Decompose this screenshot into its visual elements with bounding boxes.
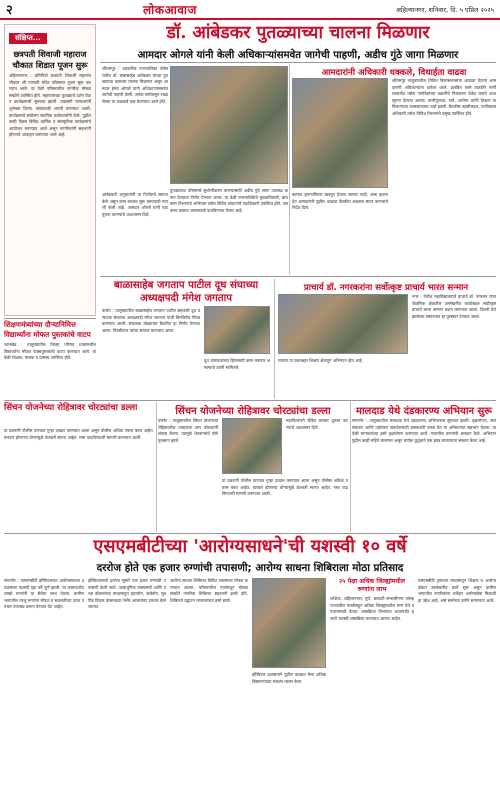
page-number: २ [6, 3, 13, 18]
lead-body-col1: श्रीरामपूर : शहरातील नगरपालिका परिसरातील डॉ. बाबासाहेब आंबेडकर यांच्या पुतळ्याच्या कामाला चालना मिळणार असून आमदार हेमंत ओगले यांनी अधिकाऱ्यांसमवेत जागेची पाहणी केली. अनेक वर्षांपासून रखडलेल्या या प्रश्नाकडे लक्ष वेधण्यात आले होते. [102, 66, 168, 104]
education-headline: शिक्षणमंत्र्यांच्या दौऱ्यानिमित्त विद्यार्थ्यांना मोफत पुस्तकांचे वाटप [4, 320, 91, 339]
bottom-inset [330, 578, 414, 790]
dateline: अहिल्यानगर, शनिवार, दि. ५ एप्रिल २०२५ [395, 5, 494, 14]
divider [4, 400, 496, 401]
bottom-subheadline: दररोज होते एक हजार रुग्णांची तपासणी; आरोग्य साधना शिबिराला मोठा प्रतिसाद [96, 562, 404, 574]
principal-body-2: त्यांच्या या यशाबद्दल शिक्षण क्षेत्रातून अभिनंदन होत आहे. [278, 358, 364, 363]
principal-photo [278, 294, 408, 354]
principal-body: नगर : येथील महाविद्यालयाचे प्राचार्य डॉ. नगरकर यांना शैक्षणिक क्षेत्रातील उल्लेखनीय कार्याबद्दल सर्वोत्कृष्ट प्राचार्य भारत सन्मान प्रदान करण्यात आला. दिल्ली येथे झालेल्या समारंभात हा पुरस्कार देण्यात आला. [412, 294, 496, 319]
lead-headline: डॉ. आंबेडकर पुतळ्याच्या चालना मिळणार [166, 23, 430, 43]
divider [156, 402, 157, 532]
dairy-body: कर्जत : तालुक्यातील बाळासाहेब जगताप पाटील सहकारी दूध उत्पादक संघाच्या अध्यक्षपदी मंगेश जगताप यांची बिनविरोध निवड करण्यात आली. संचालक मंडळाच्या बैठकीत हा निर्णय घेण्यात आला. निवडीनंतर त्यांचा सत्कार करण्यात आला. [102, 308, 200, 333]
bottom-body-col4: हॉस्पिटल प्रशासनाने पुढील काळात सेवा अधिक विस्तारण्याचा संकल्प व्यक्त केला. [252, 672, 326, 684]
lead-body-col2: पुतळ्याच्या परिसराचे सुशोभीकरण करण्यासाठी अडीच गुंठे जागा उपलब्ध करून देण्याचा निर्णय घेण्यात आला. या वेळी नगरपालिकेचे मुख्याधिकारी, बांधकाम विभागाचे अभियंता तसेच विविध संघटनांचे पदाधिकारी उपस्थित होते. लवकरच प्रस्ताव शासनाकडे पाठविण्यात येणार आहे. [170, 188, 288, 213]
bottom-body-col2: हॉस्पिटलमध्ये दररोज सुमारे एक हजार रुग्णांची तपासणी केली जाते. अत्याधुनिक यंत्रसामग्री आणि तज्ज्ञ डॉक्टरांच्या माध्यमातून हृदयरोग, कर्करोग, मूत्रपिंड विकार यांसारख्या गंभीर आजारांवर उपचार केले जातात. [88, 578, 166, 610]
irrigation-photo [222, 418, 282, 474]
dairy-photo [204, 306, 270, 354]
irrigation-side-body: या प्रकरणी पोलीस ठाण्यात गुन्हा दाखल करण्यात आला असून पोलीस अधिक तपास करत आहेत. वारंवार होणाऱ्या चोऱ्यांमुळे शेतकरी संतप्त आहेत. गस्त वाढविण्याची मागणी करण्यात आली. [4, 428, 154, 440]
divider [4, 318, 96, 319]
divider [350, 402, 351, 532]
right-story-body: श्रीरामपूर तालुक्यातील विविध विकासकामांचा आढावा घेताना आमदारांनी अधिकाऱ्यांना धारेवर धरले. प्रलंबित कामे तातडीने मार्गी लावावीत तसेच नागरिकांच्या तक्रारींचे निराकरण वेळेत करावे अशा सूचना देण्यात आल्या. पाणीपुरवठा, रस्ते, आरोग्य आणि शिक्षण या विभागांच्या कामकाजावर चर्चा झाली. बैठकीस तहसीलदार, गटविकास अधिकारी तसेच विविध विभागांचे प्रमुख उपस्थित होते. [392, 78, 496, 116]
irrigation-side-headline: सिंचन योजनेच्या रोहित्रावर चोरट्यांचा डल्ला [4, 403, 138, 413]
inset-headline: २५ पेक्षा अधिक जिल्ह्यांमधील रुग्णांना लाभ [339, 578, 405, 593]
newspaper-logo: लोकआवाज [143, 2, 197, 17]
irrigation-body-2: या प्रकरणी पोलीस ठाण्यात गुन्हा दाखल करण्यात आला असून पोलीस अधिक तपास करत आहेत. वारंवार होणाऱ्या चोऱ्यांमुळे शेतकरी संतप्त आहेत. गस्त वाढविण्याची मागणी करण्यात आली. [222, 478, 348, 497]
principal-headline: प्राचार्य डॉ. नगरकरांना सर्वोत्कृष्ट प्राचार्य भारत सन्मान [303, 283, 469, 293]
bottom-body-col3: आरोग्य साधना शिबिरात विविध तपासण्या मोफत करण्यात आल्या. परिसरातील गावांमधून मोठ्या संख्येने नागरिक शिबिरात सहभागी झाले होते. शिबिराचे उद्घाटन मान्यवरांच्या हस्ते झाले. [170, 578, 248, 603]
lead-body-col3: आंबेडकरी अनुयायांनी या निर्णयाचे स्वागत केले असून काम लवकर सुरू करण्याची मागणी केली आहे. आमदार ओगले यांनी पाठपुरावा करण्याचे आश्वासन दिले. [102, 192, 168, 217]
irrigation-body: पारनेर : तालुक्यातील सिंचन योजनेच्या रोहित्रावरील तांब्याच्या तारा चोरट्यांनी लंपास केल्या. त्यामुळे शेतकऱ्यांचे मोठे नुकसान झाले. [158, 418, 218, 443]
lead-subheadline: आमदार ओगले यांनी केली अधिकाऱ्यांसमवेत जागेची पाहणी, अडीच गुंठे जागा मिळणार [137, 50, 459, 61]
section-tag: संक्षिप्त... [9, 33, 47, 44]
divider [100, 62, 496, 63]
education-body: जामखेड : तालुक्यातील जिल्हा परिषद शाळांमधील विद्यार्थ्यांना मोफत पाठ्यपुस्तकांचे वाटप करण्यात आले. या वेळी शिक्षक, पालक व ग्रामस्थ उपस्थित होते. [4, 342, 96, 361]
irrigation-headline: सिंचन योजनेच्या रोहित्रावर चोरट्यांचा डल्ला [175, 406, 331, 417]
sidebar-brief [4, 24, 96, 316]
bottom-body-col1: संगमनेर : एसएमबीटी हॉस्पिटलच्या आरोग्यसाधना उपक्रमाला यशस्वी दहा वर्षे पूर्ण झाली. या कालावधीत लाखो रुग्णांनी या सेवेचा लाभ घेतला. ग्रामीण भागातील गरजू रुग्णांना मोफत व सवलतीच्या दरात उपचार उपलब्ध करून देण्यात येत आहेत. [4, 578, 84, 610]
sidebar-body: अहिल्यानगर : प्रतिनिधी छत्रपती शिवाजी महाराज चौकात श्री गणपती मंदिर परिसरात पूजन सुरू करण्यात आले. या वेळी परिसरातील नागरिक मोठ्या संख्येने उपस्थित होते. महाराजांच्या पुतळ्याचे दर्शन घेऊन कार्यक्रमाची सुरुवात झाली. याप्रसंगी मान्यवरांनी शुभेच्छा दिल्या. सायंकाळी आरती करण्यात आली. कार्यक्रमाचे संयोजन स्थानिक कार्यकर्त्यांनी केले. पुढील काही दिवस विविध धार्मिक व सांस्कृतिक कार्यक्रमांचे आयोजन करण्यात आले असून नागरिकांनी सहभागी होण्याचे आवाहन करण्यात आले आहे. [9, 73, 91, 138]
market-headline: मालदाड येथे दंडकारण्य अभियान सुरू [355, 406, 493, 417]
sidebar-headline: छत्रपती शिवाजी महाराज चौकात शिडात पूजन सुरू [12, 49, 88, 70]
market-body: संगमनेर : तालुक्यातील मालदाड येथे दंडकारण्य अभियानास सुरुवात झाली. वृक्षारोपण, जलसंधारण आणि पर्यावरण संवर्धनासाठी ग्रामस्थांनी एकत्र येत या अभियानात सहभाग घेतला. या वेळी मान्यवरांच्या हस्ते वृक्षारोपण करण्यात आले. गावातील तरुणांनी श्रमदान केले. अभियान पुढील काही महिने चालणार असून प्रत्येक कुटुंबाने एक झाड लावण्याचा संकल्प केला आहे. [352, 418, 496, 443]
bottom-headline: एसएमबीटीच्या 'आरोग्यसाधने'ची यशस्वी १० वर्षे [93, 536, 407, 557]
right-story-body-2: कामात हलगर्जीपणा खपवून घेतला जाणार नाही, असा इशारा देत आमदारांनी पुढील आढावा बैठकीत अहवाल सादर करण्याचे निर्देश दिले. [292, 192, 388, 211]
dairy-headline: बाळासाहेब जगताप पाटील दूध संघाच्या अध्यक्षपदी मंगेश जगताप [113, 280, 259, 304]
inset-body: नाशिक, अहिल्यानगर, पुणे, छत्रपती संभाजीनगर यांसह राज्यातील पंचवीसहून अधिक जिल्ह्यांमधील रुग्ण येथे उपचारासाठी येतात. शस्त्रक्रिया विभागात आतापर्यंत हजारो यशस्वी शस्त्रक्रिया करण्यात आल्या आहेत. [330, 596, 414, 621]
bottom-body-col6: एसएमबीटी ट्रस्टच्या माध्यमातून शिक्षण व आरोग्य क्षेत्रात उल्लेखनीय कार्य सुरू असून ग्रामीण भागातील नागरिकांना दर्जेदार आरोग्यसेवा मिळावी हा उद्देश आहे, असे संस्थेच्या वतीने सांगण्यात आले. [418, 578, 496, 603]
divider [289, 64, 290, 274]
divider [100, 276, 496, 277]
masthead [0, 0, 500, 20]
divider [274, 279, 275, 399]
divider [4, 533, 496, 534]
irrigation-body-3: महावितरणने रोहित्र लवकर दुरुस्त करण्याचे आश्वासन दिले. [286, 418, 348, 430]
lead-photo [170, 66, 288, 184]
right-story-headline: आमदारांनी अधिकारी धक्कले, विधार्हता वाढवा [321, 68, 467, 78]
right-story-photo [292, 78, 388, 188]
bottom-photo [252, 578, 326, 668]
dairy-body-2: दूध उत्पादकांच्या हितासाठी काम करणार असल्याचे त्यांनी सांगितले. [204, 358, 270, 370]
